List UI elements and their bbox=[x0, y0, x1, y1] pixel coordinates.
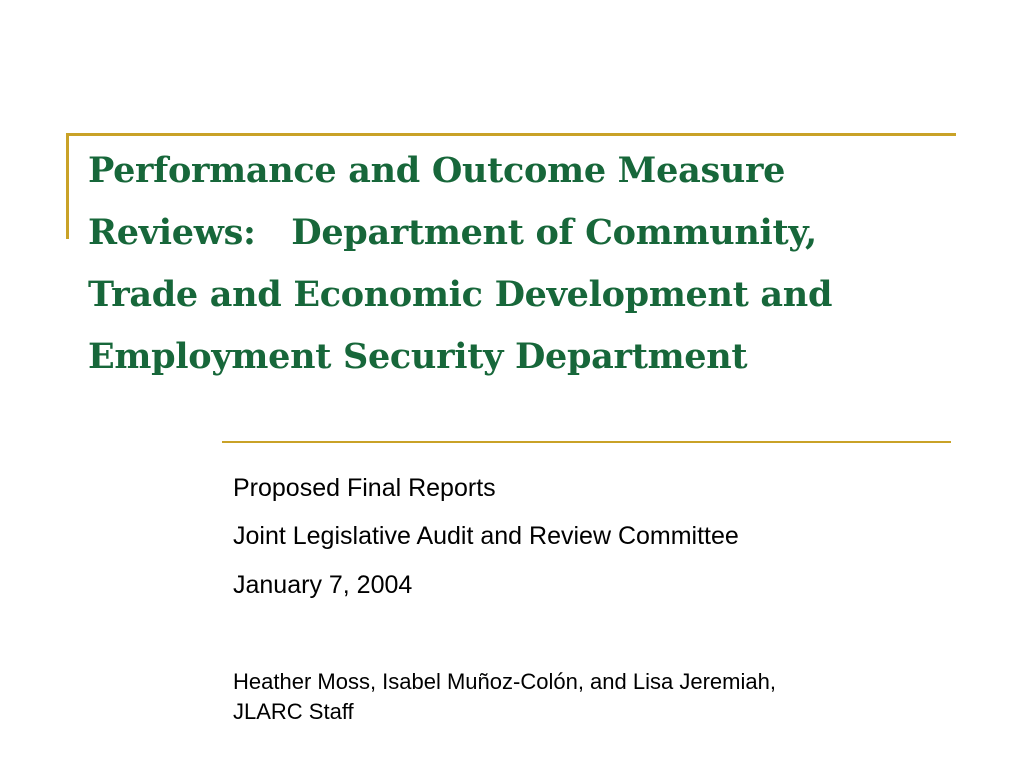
left-accent-rule bbox=[66, 133, 69, 239]
top-accent-rule bbox=[66, 133, 956, 136]
subtitle-divider-rule bbox=[222, 441, 951, 443]
date-text: January 7, 2004 bbox=[233, 571, 413, 599]
title-line-2: Reviews: Department of Community, bbox=[88, 212, 817, 253]
title-line-4: Employment Security Department bbox=[88, 336, 748, 377]
authors-text: Heather Moss, Isabel Muñoz-Colón, and Lisa Jeremiah, bbox=[233, 669, 776, 694]
report-type-text: Proposed Final Reports bbox=[233, 474, 496, 502]
slide-title bbox=[88, 140, 968, 388]
title-line-3: Trade and Economic Development and bbox=[88, 274, 833, 315]
staff-text: JLARC Staff bbox=[233, 699, 354, 724]
title-line-1: Performance and Outcome Measure bbox=[88, 150, 786, 191]
credits-block bbox=[233, 667, 776, 727]
committee-name-text: Joint Legislative Audit and Review Committee bbox=[233, 522, 739, 550]
